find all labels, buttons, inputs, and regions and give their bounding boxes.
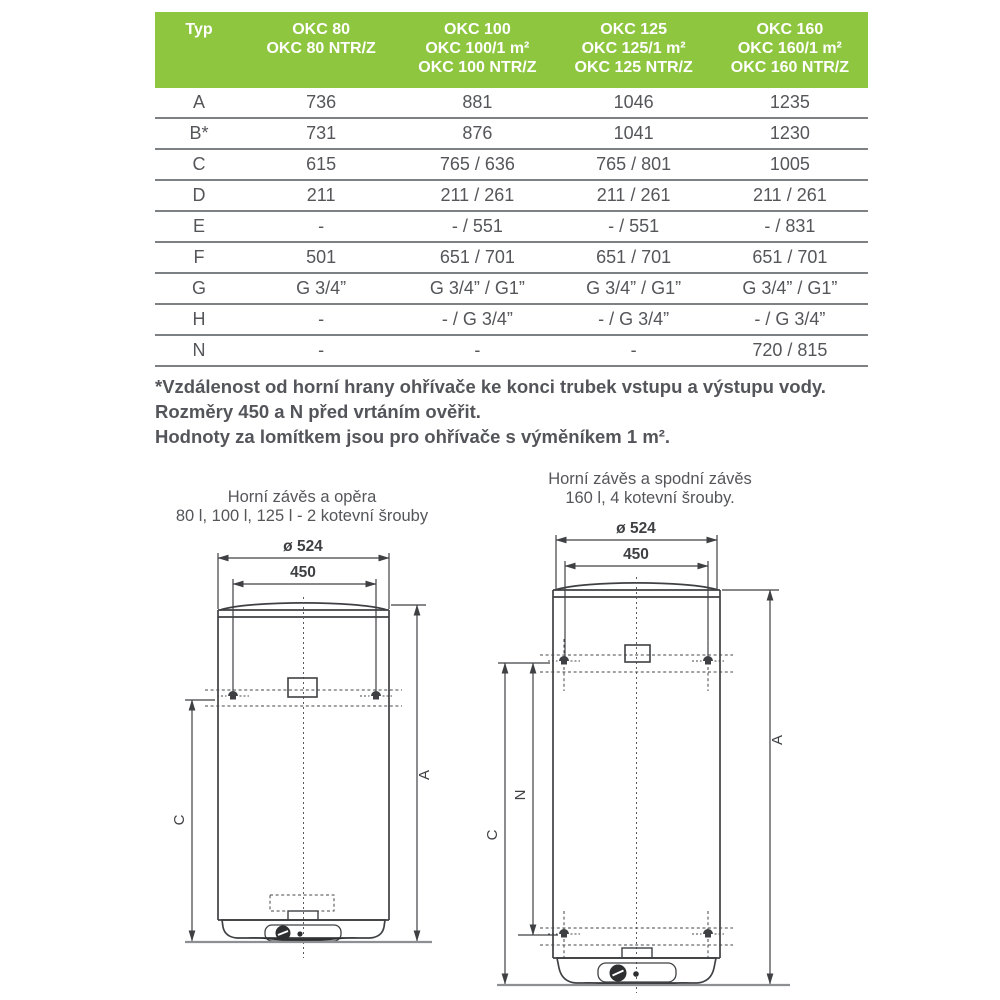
cell: 765 / 801 — [596, 154, 672, 174]
cell: - / G 3/4” — [754, 309, 826, 329]
footnote-line: Hodnoty za lomítkem jsou pro ohřívače s výměníkem 1 m². — [155, 426, 671, 447]
right-A-dimension — [722, 590, 786, 984]
left-drawing-caption: Horní závěs a opěra 80 l, 100 l, 125 l - 2 kotevní šrouby — [175, 488, 429, 525]
right-N-dimension — [512, 663, 558, 935]
cell: 1230 — [769, 123, 810, 143]
row-label: A — [192, 92, 205, 112]
cell: 211 / 261 — [596, 185, 671, 205]
cell: 651 / 701 — [439, 247, 515, 267]
right-drawing-caption: Horní závěs a spodní závěs 160 l, 4 kotevní šrouby. — [548, 470, 752, 507]
cell: - — [474, 340, 481, 360]
cell: - / 551 — [451, 216, 503, 236]
left-C-dimension — [171, 700, 215, 941]
cell: - — [318, 309, 325, 329]
cell: G 3/4” / G1” — [742, 278, 838, 298]
left-A-label: A — [416, 769, 433, 781]
row-label: B* — [189, 123, 209, 143]
right-tank-outline — [553, 583, 720, 958]
header-okc100: OKC 100 OKC 100/1 m² OKC 100 NTR/Z — [418, 21, 537, 76]
row-label: F — [193, 247, 205, 267]
header-okc125: OKC 125 OKC 125/1 m² OKC 125 NTR/Z — [574, 21, 693, 76]
row-label: N — [192, 340, 206, 360]
cell: 1235 — [769, 92, 810, 112]
left-450-label: 450 — [290, 564, 316, 581]
left-anchor-screw — [217, 691, 249, 700]
left-diameter-label: ø 524 — [283, 538, 323, 555]
header-okc160: OKC 160 OKC 160/1 m² OKC 160 NTR/Z — [730, 21, 849, 76]
left-anchor-screw — [360, 691, 392, 700]
table-row — [155, 212, 868, 243]
cell: G 3/4” — [296, 278, 347, 298]
table-row — [155, 150, 868, 181]
table-row — [155, 336, 868, 367]
cell: - — [630, 340, 637, 360]
cell: 731 — [306, 123, 337, 143]
cell: 501 — [306, 247, 337, 267]
right-A-label: A — [769, 734, 786, 746]
right-C-dimension — [484, 663, 550, 984]
left-A-dimension — [391, 605, 433, 941]
cell: 736 — [306, 92, 337, 112]
cell: - / 551 — [608, 216, 660, 236]
dimension-table — [155, 12, 868, 367]
cell: 211 / 261 — [753, 185, 827, 205]
table-header — [155, 12, 868, 88]
row-label: H — [192, 309, 206, 329]
table-row — [155, 181, 868, 212]
cell: 876 — [462, 123, 493, 143]
cell: G 3/4” / G1” — [586, 278, 682, 298]
cell: 1041 — [613, 123, 654, 143]
cell: 765 / 636 — [439, 154, 515, 174]
right-N-label: N — [512, 789, 529, 801]
cell: 881 — [462, 92, 493, 112]
cell: 1005 — [769, 154, 810, 174]
cell: - — [318, 340, 325, 360]
cell: 651 / 701 — [596, 247, 672, 267]
footnotes — [155, 374, 880, 449]
right-indicator-dot — [633, 971, 639, 977]
table-row — [155, 305, 868, 336]
cell: G 3/4” / G1” — [429, 278, 525, 298]
header-typ: Typ — [185, 21, 213, 38]
row-label: G — [191, 278, 206, 298]
row-label: E — [192, 216, 205, 236]
table-row — [155, 88, 868, 119]
right-technical-drawing — [478, 513, 810, 1000]
cell: - / G 3/4” — [441, 309, 513, 329]
cell: 615 — [306, 154, 337, 174]
cell: - — [318, 216, 325, 236]
cell: 211 — [306, 185, 336, 205]
row-label: D — [192, 185, 206, 205]
cell: 211 / 261 — [440, 185, 515, 205]
cell: - / G 3/4” — [598, 309, 670, 329]
left-C-label: C — [171, 814, 188, 826]
cell: - / 831 — [764, 216, 816, 236]
left-450-dimension — [233, 564, 376, 693]
right-450-label: 450 — [623, 546, 649, 563]
footnote-line: *Vzdálenost od horní hrany ohřívače ke konci trubek vstupu a výstupu vody. — [155, 376, 826, 397]
right-C-label: C — [484, 829, 501, 841]
right-diameter-label: ø 524 — [616, 520, 656, 537]
cell: 651 / 701 — [752, 247, 828, 267]
table-row — [155, 119, 868, 150]
left-indicator-dot — [297, 931, 302, 936]
table-row — [155, 274, 868, 305]
table-row — [155, 243, 868, 274]
row-label: C — [192, 154, 206, 174]
header-okc80: OKC 80 OKC 80 NTR/Z — [266, 21, 376, 57]
cell: 1046 — [613, 92, 654, 112]
left-element-outline — [270, 895, 334, 911]
cell: 720 / 815 — [752, 340, 828, 360]
left-technical-drawing — [148, 533, 460, 973]
footnote-line: Rozměry 450 a N před vrtáním ověřit. — [155, 401, 481, 422]
